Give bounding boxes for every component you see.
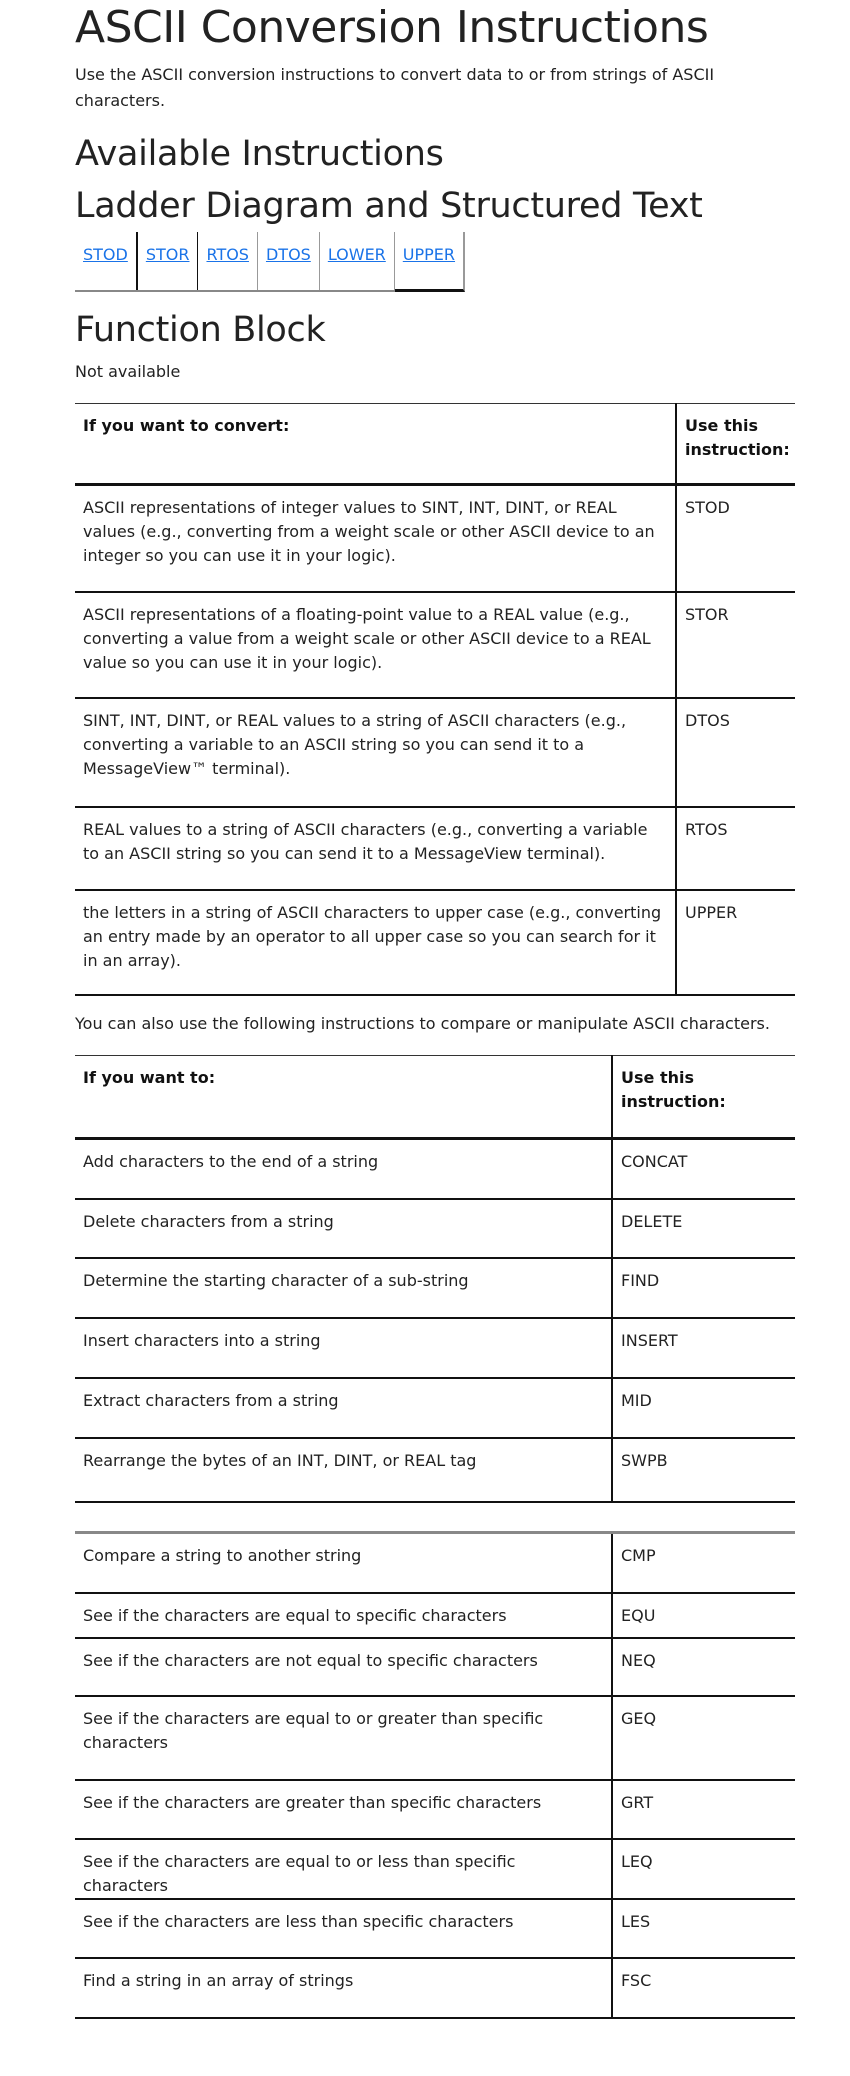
row-description: Add characters to the end of a string — [75, 1139, 612, 1199]
column-header: If you want to: — [75, 1056, 612, 1139]
row-instruction: UPPER — [676, 890, 795, 995]
row-instruction: RTOS — [676, 807, 795, 890]
row-instruction: DTOS — [676, 698, 795, 807]
row-description: See if the characters are greater than specific characters — [75, 1780, 612, 1839]
table-row — [75, 1593, 795, 1638]
link-rtos[interactable]: RTOS — [206, 245, 249, 264]
row-instruction: CONCAT — [612, 1139, 795, 1199]
row-instruction: LEQ — [612, 1839, 795, 1899]
link-cell — [258, 232, 320, 290]
row-instruction: GEQ — [612, 1696, 795, 1780]
row-instruction: DELETE — [612, 1199, 795, 1258]
table-row — [75, 1839, 795, 1899]
row-instruction: EQU — [612, 1593, 795, 1638]
manipulate-table — [75, 1055, 795, 1503]
compare-manipulate-note: You can also use the following instructions to compare or manipulate ASCII characters. — [75, 1014, 770, 1033]
row-description: Rearrange the bytes of an INT, DINT, or REAL tag — [75, 1438, 612, 1502]
link-cell — [138, 232, 199, 290]
row-instruction: LES — [612, 1899, 795, 1958]
link-lower[interactable]: LOWER — [327, 245, 386, 264]
row-instruction: STOR — [676, 592, 795, 698]
table-row — [75, 592, 795, 698]
intro-paragraph: Use the ASCII conversion instructions to convert data to or from strings of ASCII characters. — [75, 65, 715, 110]
row-description: Find a string in an array of strings — [75, 1958, 612, 2018]
function-block-note: Not available — [75, 362, 181, 381]
link-upper[interactable]: UPPER — [402, 245, 456, 264]
link-cell — [320, 232, 395, 290]
row-description: Delete characters from a string — [75, 1199, 612, 1258]
column-header: If you want to convert: — [75, 404, 676, 485]
row-instruction: SWPB — [612, 1438, 795, 1502]
table-row — [75, 1696, 795, 1780]
link-stod[interactable]: STOD — [83, 245, 128, 264]
link-cell — [75, 232, 138, 290]
row-instruction: MID — [612, 1378, 795, 1438]
compare-table — [75, 1531, 795, 2019]
table-row — [75, 485, 795, 592]
table-row — [75, 1318, 795, 1378]
table-row — [75, 1258, 795, 1318]
row-description: See if the characters are equal to specific characters — [75, 1593, 612, 1638]
row-instruction: CMP — [612, 1533, 795, 1593]
table-header-row — [75, 1056, 795, 1139]
column-header: Use this instruction: — [612, 1056, 795, 1139]
row-description: See if the characters are equal to or less than specific characters — [75, 1839, 612, 1899]
link-cell — [395, 232, 465, 292]
row-description: Determine the starting character of a sub-string — [75, 1258, 612, 1318]
table-header-row — [75, 404, 795, 485]
table-row — [75, 1638, 795, 1696]
table-row — [75, 1139, 795, 1199]
convert-table — [75, 403, 795, 996]
instruction-links-table — [75, 232, 465, 292]
row-description: REAL values to a string of ASCII characters (e.g., converting a variable to an ASCII string so you can send it to a MessageView terminal). — [75, 807, 676, 890]
table-row — [75, 1199, 795, 1258]
link-cell — [198, 232, 257, 290]
row-description: Extract characters from a string — [75, 1378, 612, 1438]
row-description: See if the characters are less than specific characters — [75, 1899, 612, 1958]
row-description: the letters in a string of ASCII characters to upper case (e.g., converting an entry made by an operator to all upper case so you can search for it in an array). — [75, 890, 676, 995]
table-row — [75, 890, 795, 995]
row-description: SINT, INT, DINT, or REAL values to a string of ASCII characters (e.g., converting a variable to an ASCII string so you can send it to a MessageView™ terminal). — [75, 698, 676, 807]
row-description: ASCII representations of integer values to SINT, INT, DINT, or REAL values (e.g., converting from a weight scale or other ASCII device to an integer so you can use it in your logic). — [75, 485, 676, 592]
row-instruction: INSERT — [612, 1318, 795, 1378]
page-title: ASCII Conversion Instructions — [75, 2, 709, 53]
table-row — [75, 1958, 795, 2018]
table-row — [75, 1533, 795, 1593]
table-row — [75, 698, 795, 807]
row-description: Insert characters into a string — [75, 1318, 612, 1378]
row-instruction: STOD — [676, 485, 795, 592]
row-description: See if the characters are not equal to specific characters — [75, 1638, 612, 1696]
row-instruction: FIND — [612, 1258, 795, 1318]
table-row — [75, 1780, 795, 1839]
table-row — [75, 1378, 795, 1438]
table-row — [75, 1899, 795, 1958]
row-instruction: NEQ — [612, 1638, 795, 1696]
table-row — [75, 1438, 795, 1502]
ladder-diagram-heading: Ladder Diagram and Structured Text — [75, 186, 703, 226]
row-description: ASCII representations of a floating-point value to a REAL value (e.g., converting a value from a weight scale or other ASCII device to a REAL value so you can use it in your logic). — [75, 592, 676, 698]
function-block-heading: Function Block — [75, 310, 326, 350]
available-instructions-heading: Available Instructions — [75, 134, 444, 174]
row-instruction: GRT — [612, 1780, 795, 1839]
row-description: See if the characters are equal to or greater than specific characters — [75, 1696, 612, 1780]
column-header: Use this instruction: — [676, 404, 795, 485]
row-instruction: FSC — [612, 1958, 795, 2018]
link-stor[interactable]: STOR — [145, 245, 190, 264]
table-row — [75, 807, 795, 890]
row-description: Compare a string to another string — [75, 1533, 612, 1593]
link-dtos[interactable]: DTOS — [265, 245, 311, 264]
